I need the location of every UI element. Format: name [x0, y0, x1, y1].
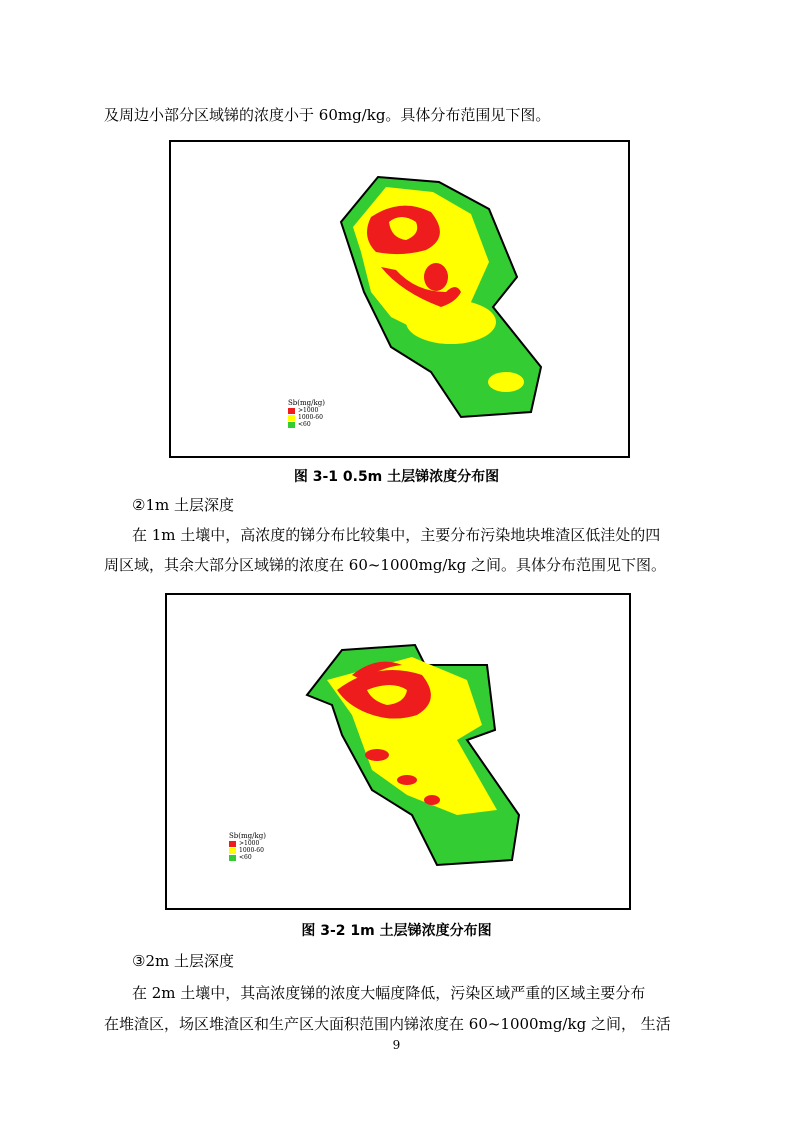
legend-title: Sb(mg/kg) [288, 399, 325, 407]
legend-row-mid: 1000-60 [288, 414, 325, 421]
high-zone-spot-1 [365, 749, 389, 761]
map-legend [288, 400, 325, 428]
figure-caption-3-2: 图 3-2 1m 土层锑浓度分布图 [301, 923, 492, 939]
legend-row-high: >1000 [288, 407, 325, 414]
map-legend [229, 833, 266, 861]
legend-row-mid: 1000-60 [229, 847, 266, 854]
high-zone-spot-3 [424, 795, 440, 805]
paragraph-2m-line1: 在 2m 土壤中，其高浓度锑的浓度大幅度降低，污染区域严重的区域主要分布 [132, 984, 646, 1002]
page-number: 9 [392, 1038, 401, 1052]
paragraph-1m-line1: 在 1m 土壤中，高浓度的锑分布比较集中，主要分布污染地块堆渣区低洼处的四 [132, 526, 661, 544]
legend-title: Sb(mg/kg) [229, 832, 266, 840]
figure-3-1-map [169, 140, 630, 458]
concentration-map-0-5m [171, 142, 628, 456]
section-heading-1m: ②1m 土层深度 [132, 496, 234, 514]
figure-caption-3-1: 图 3-1 0.5m 土层锑浓度分布图 [293, 469, 500, 485]
paragraph-intro: 及周边小部分区域锑的浓度小于 60mg/kg。具体分布范围见下图。 [104, 106, 551, 124]
high-zone-spot [424, 263, 448, 291]
concentration-map-1m [167, 595, 629, 908]
legend-row-low: <60 [229, 854, 266, 861]
legend-row-high: >1000 [229, 840, 266, 847]
mid-zone-lower [406, 300, 496, 344]
high-zone-spot-2 [397, 775, 417, 785]
legend-row-low: <60 [288, 421, 325, 428]
section-heading-2m: ③2m 土层深度 [132, 952, 234, 970]
figure-3-2-map [165, 593, 631, 910]
mid-zone-patch [488, 372, 524, 392]
paragraph-2m-line2: 在堆渣区，场区堆渣区和生产区大面积范围内锑浓度在 60~1000mg/kg 之间， 生活 [104, 1015, 671, 1033]
paragraph-1m-line2: 周区域，其余大部分区域锑的浓度在 60~1000mg/kg 之间。具体分布范围见下图。 [104, 556, 666, 574]
